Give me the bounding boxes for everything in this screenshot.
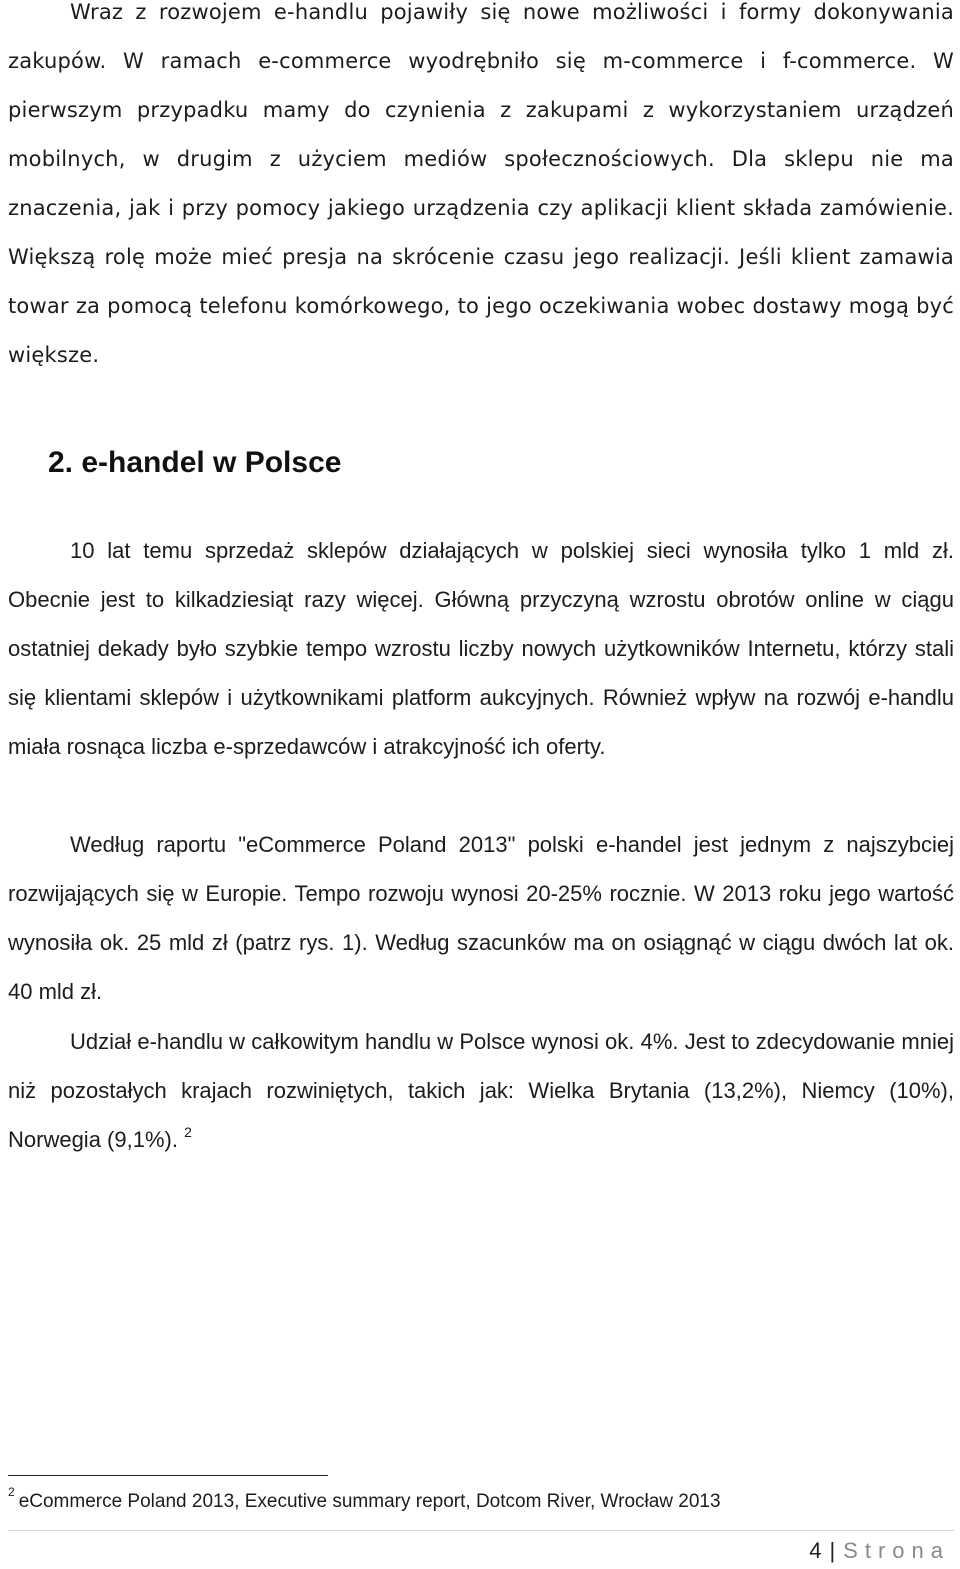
footnote-reference[interactable]: 2 — [184, 1123, 192, 1140]
footer-divider — [8, 1530, 954, 1531]
footer-separator: | — [829, 1538, 836, 1563]
page-number: 4 — [809, 1538, 822, 1563]
page-footer — [809, 1534, 950, 1568]
section-heading: 2. e-handel w Polsce — [48, 446, 342, 479]
paragraph-ehandel-share — [8, 1017, 954, 1164]
footnote — [8, 1486, 948, 1518]
intro-paragraph: Wraz z rozwojem e-handlu pojawiły się nowe możliwości i formy dokonywania zakupów. W ramach e-commerce wyodrębniło się m-commerce i f-commerce. W pierwszym przypadku mamy do czynienia z zakupami z wykorzystaniem urządzeń mobilnych, w drugim z użyciem mediów społecznościowych. Dla sklepu nie ma znaczenia, jak i przy pomocy jakiego urządzenia czy aplikacji klient składa zamówienie. Większą rolę może mieć presja na skrócenie czasu jego realizacji. Jeśli klient zamawia towar za pomocą telefonu komórkowego, to jego oczekiwania wobec dostawy mogą być większe. — [8, 0, 954, 367]
footnote-number: 2 — [8, 1484, 15, 1499]
paragraph-ehandel-growth: 10 lat temu sprzedaż sklepów działających w polskiej sieci wynosiła tylko 1 mld zł. Obecnie jest to kilkadziesiąt razy więcej. Główną przyczyną wzrostu obrotów online w ciągu ostatniej dekady było szybkie tempo wzrostu liczby nowych użytkowników Internetu, którzy stali się klientami sklepów i użytkownikami platform aukcyjnych. Również wpływ na rozwój e-handlu miała rosnąca liczba e-sprzedawców i atrakcyjność ich oferty. — [8, 538, 954, 759]
footer-page-label: Strona — [843, 1538, 950, 1563]
paragraph-ehandel-share-text: Udział e-handlu w całkowitym handlu w Polsce wynosi ok. 4%. Jest to zdecydowanie mniej niż pozostałych krajach rozwiniętych, takich jak: Wielka Brytania (13,2%), Niemcy (10%), Norwegia (9,1%). — [8, 1029, 954, 1152]
footnote-divider — [8, 1475, 328, 1476]
footnote-text: eCommerce Poland 2013, Executive summary report, Dotcom River, Wrocław 2013 — [18, 1491, 721, 1512]
paragraph-ecommerce-poland-report: Według raportu "eCommerce Poland 2013" polski e-handel jest jednym z najszybciej rozwijających się w Europie. Tempo rozwoju wynosi 20-25% rocznie. W 2013 roku jego wartość wynosiła ok. 25 mld zł (patrz rys. 1). Według szacunków ma on osiągnąć w ciągu dwóch lat ok. 40 mld zł. — [8, 832, 954, 1004]
